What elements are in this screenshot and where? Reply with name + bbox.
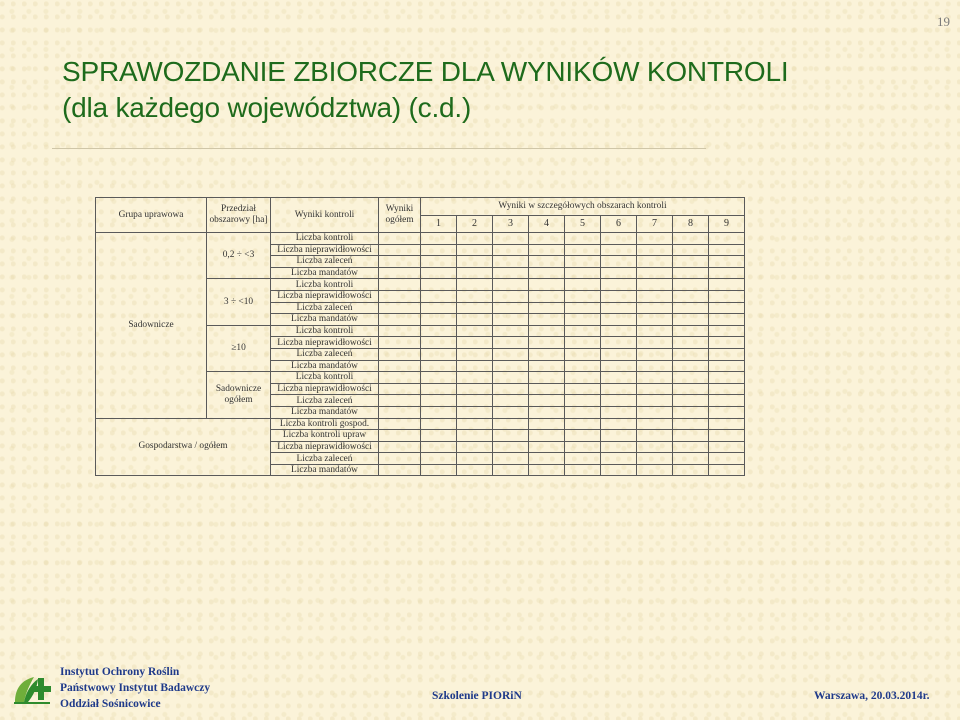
value-cell [709,244,745,256]
value-cell [421,453,457,465]
header-wyniki-ogolem: Wyniki ogółem [379,198,421,233]
row-label-cell: Liczba zaleceń [271,453,379,465]
row-label-cell: Liczba nieprawidłowości [271,290,379,302]
value-cell [529,314,565,326]
value-cell [637,314,673,326]
header-area-number: 1 [421,215,457,233]
value-cell [529,267,565,279]
value-cell [457,267,493,279]
value-cell [673,233,709,245]
value-cell [673,290,709,302]
value-cell [379,267,421,279]
value-cell [529,360,565,372]
value-cell [457,302,493,314]
value-cell [565,244,601,256]
ior-cross-leaf-icon [12,672,52,706]
value-cell [637,441,673,453]
value-cell [379,453,421,465]
value-cell [379,406,421,418]
value-cell [379,233,421,245]
value-cell [529,430,565,442]
value-cell [421,279,457,291]
value-cell [673,325,709,337]
value-cell [421,256,457,268]
row-label-cell: Liczba nieprawidłowości [271,244,379,256]
value-cell [637,464,673,476]
value-cell [379,430,421,442]
value-cell [529,256,565,268]
value-cell [529,348,565,360]
header-area-number: 5 [565,215,601,233]
value-cell [565,302,601,314]
footer-org-line-1: Instytut Ochrony Roślin [60,666,180,678]
value-cell [493,267,529,279]
value-cell [637,348,673,360]
value-cell [529,395,565,407]
header-area-number: 4 [529,215,565,233]
row-label-cell: Liczba kontroli [271,279,379,291]
value-cell [379,279,421,291]
value-cell [457,314,493,326]
value-cell [601,348,637,360]
value-cell [493,395,529,407]
value-cell [709,430,745,442]
value-cell [421,337,457,349]
header-area-number: 7 [637,215,673,233]
value-cell [529,233,565,245]
value-cell [565,256,601,268]
value-cell [565,279,601,291]
value-cell [673,279,709,291]
value-cell [637,244,673,256]
value-cell [379,290,421,302]
row-label-cell: Liczba mandatów [271,267,379,279]
value-cell [673,348,709,360]
row-label-cell: Liczba kontroli [271,372,379,384]
value-cell [709,302,745,314]
value-cell [637,337,673,349]
footer-org-text [60,664,210,712]
value-cell [379,314,421,326]
value-cell [529,337,565,349]
value-cell [637,383,673,395]
value-cell [379,348,421,360]
value-cell [421,464,457,476]
value-cell [421,244,457,256]
value-cell [421,395,457,407]
value-cell [421,233,457,245]
value-cell [493,430,529,442]
value-cell [493,290,529,302]
value-cell [673,430,709,442]
value-cell [379,464,421,476]
value-cell [709,383,745,395]
value-cell [637,233,673,245]
header-area-number: 3 [493,215,529,233]
value-cell [673,418,709,430]
value-cell [493,418,529,430]
value-cell [493,383,529,395]
value-cell [565,360,601,372]
value-cell [673,453,709,465]
value-cell [601,430,637,442]
value-cell [601,453,637,465]
value-cell [379,441,421,453]
report-body [96,233,745,476]
value-cell [493,256,529,268]
footer-organization [12,664,252,714]
value-cell [637,360,673,372]
title-divider [52,148,706,149]
value-cell [457,325,493,337]
value-cell [457,244,493,256]
value-cell [565,372,601,384]
value-cell [565,348,601,360]
value-cell [493,325,529,337]
value-cell [673,406,709,418]
value-cell [379,302,421,314]
value-cell [601,395,637,407]
header-area-number: 9 [709,215,745,233]
footer-training: Szkolenie PIORiN [432,690,522,702]
value-cell [529,441,565,453]
value-cell [601,383,637,395]
page-title [62,54,922,126]
value-cell [637,430,673,442]
value-cell [565,453,601,465]
value-cell [601,337,637,349]
value-cell [709,395,745,407]
value-cell [637,267,673,279]
page-number: 19 [937,14,950,29]
value-cell [493,406,529,418]
value-cell [421,325,457,337]
value-cell [529,279,565,291]
value-cell [673,441,709,453]
value-cell [565,430,601,442]
value-cell [421,360,457,372]
value-cell [709,406,745,418]
value-cell [709,360,745,372]
value-cell [457,372,493,384]
value-cell [637,418,673,430]
row-label-cell: Liczba zaleceń [271,395,379,407]
value-cell [379,383,421,395]
value-cell [565,290,601,302]
row-label-cell: Liczba mandatów [271,360,379,372]
row-label-cell: Liczba mandatów [271,314,379,326]
value-cell [493,360,529,372]
value-cell [637,372,673,384]
value-cell [673,383,709,395]
value-cell [709,464,745,476]
value-cell [493,244,529,256]
value-cell [493,453,529,465]
value-cell [637,395,673,407]
value-cell [421,406,457,418]
value-cell [457,464,493,476]
value-cell [565,233,601,245]
value-cell [493,233,529,245]
value-cell [673,244,709,256]
report-table [95,197,745,476]
value-cell [379,372,421,384]
row-label-cell: Liczba nieprawidłowości [271,441,379,453]
value-cell [601,325,637,337]
value-cell [379,337,421,349]
row-label-cell: Liczba zaleceń [271,256,379,268]
value-cell [421,267,457,279]
value-cell [457,348,493,360]
value-cell [379,360,421,372]
value-cell [637,279,673,291]
row-label-cell: Liczba kontroli upraw [271,430,379,442]
value-cell [565,441,601,453]
value-cell [457,453,493,465]
value-cell [493,302,529,314]
value-cell [601,441,637,453]
row-label-cell: Liczba zaleceń [271,348,379,360]
value-cell [565,337,601,349]
row-label-cell: Liczba nieprawidłowości [271,337,379,349]
value-cell [673,360,709,372]
value-cell [493,441,529,453]
value-cell [673,302,709,314]
value-cell [529,453,565,465]
value-cell [457,233,493,245]
value-cell [457,406,493,418]
value-cell [421,302,457,314]
value-cell [421,372,457,384]
value-cell [529,383,565,395]
header-area-number: 8 [673,215,709,233]
value-cell [637,290,673,302]
value-cell [709,256,745,268]
value-cell [565,383,601,395]
value-cell [601,290,637,302]
value-cell [493,314,529,326]
value-cell [457,430,493,442]
value-cell [529,464,565,476]
value-cell [379,395,421,407]
value-cell [709,290,745,302]
value-cell [709,325,745,337]
value-cell [421,314,457,326]
value-cell [565,267,601,279]
value-cell [601,233,637,245]
value-cell [673,395,709,407]
value-cell [601,406,637,418]
title-line-2: (dla każdego województwa) (c.d.) [62,92,472,123]
value-cell [709,314,745,326]
value-cell [601,360,637,372]
value-cell [421,348,457,360]
value-cell [379,244,421,256]
value-cell [673,256,709,268]
value-cell [709,279,745,291]
value-cell [601,244,637,256]
header-area-number: 6 [601,215,637,233]
value-cell [601,279,637,291]
value-cell [529,372,565,384]
value-cell [601,256,637,268]
row-label-cell: Liczba zaleceń [271,302,379,314]
row-label-cell: Liczba kontroli [271,325,379,337]
value-cell [709,233,745,245]
header-wyniki-kontroli: Wyniki kontroli [271,198,379,233]
value-cell [421,441,457,453]
table-row [96,233,745,245]
header-grupa-uprawowa: Grupa uprawowa [96,198,207,233]
header-przedzial-obszarowy: Przedział obszarowy [ha] [207,198,271,233]
value-cell [457,360,493,372]
value-cell [457,256,493,268]
value-cell [709,337,745,349]
value-cell [637,256,673,268]
value-cell [529,244,565,256]
value-cell [637,325,673,337]
value-cell [601,314,637,326]
value-cell [565,325,601,337]
title-line-1: SPRAWOZDANIE ZBIORCZE DLA WYNIKÓW KONTROLI [62,56,789,87]
value-cell [457,290,493,302]
value-cell [637,302,673,314]
value-cell [601,418,637,430]
value-cell [565,418,601,430]
value-cell [493,279,529,291]
value-cell [457,441,493,453]
value-cell [493,464,529,476]
value-cell [709,418,745,430]
range-label-cell: 0,2 ÷ <3 [207,233,271,279]
value-cell [529,406,565,418]
value-cell [637,453,673,465]
row-label-cell: Liczba mandatów [271,406,379,418]
footer-org-line-3: Oddział Sośnicowice [60,698,161,710]
value-cell [565,314,601,326]
row-label-cell: Liczba kontroli gospod. [271,418,379,430]
range-label-cell: Sadownicze ogółem [207,372,271,418]
value-cell [637,406,673,418]
value-cell [673,267,709,279]
value-cell [529,290,565,302]
value-cell [709,453,745,465]
value-cell [421,418,457,430]
header-area-number: 2 [457,215,493,233]
value-cell [457,395,493,407]
value-cell [379,325,421,337]
value-cell [493,348,529,360]
value-cell [457,279,493,291]
value-cell [457,418,493,430]
footer-date: Warszawa, 20.03.2014r. [814,690,930,702]
value-cell [493,337,529,349]
value-cell [457,383,493,395]
footer-org-line-2: Państwowy Instytut Badawczy [60,682,211,694]
value-cell [709,267,745,279]
value-cell [565,464,601,476]
table-row [96,418,745,430]
value-cell [421,383,457,395]
header-szczegolowe-obszary: Wyniki w szczegółowych obszarach kontroli [421,198,745,216]
value-cell [673,464,709,476]
value-cell [709,441,745,453]
value-cell [601,267,637,279]
group-name-cell: Sadownicze [96,233,207,419]
value-cell [529,302,565,314]
value-cell [673,372,709,384]
value-cell [421,430,457,442]
value-cell [457,337,493,349]
value-cell [709,348,745,360]
row-label-cell: Liczba mandatów [271,464,379,476]
row-label-cell: Liczba nieprawidłowości [271,383,379,395]
value-cell [379,418,421,430]
value-cell [565,406,601,418]
value-cell [529,325,565,337]
value-cell [565,395,601,407]
range-label-cell: ≥10 [207,325,271,371]
value-cell [421,290,457,302]
value-cell [601,302,637,314]
value-cell [673,337,709,349]
range-label-cell: 3 ÷ <10 [207,279,271,325]
row-label-cell: Liczba kontroli [271,233,379,245]
value-cell [493,372,529,384]
value-cell [379,256,421,268]
value-cell [673,314,709,326]
totals-name-cell: Gospodarstwa / ogółem [96,418,271,476]
value-cell [601,372,637,384]
value-cell [529,418,565,430]
value-cell [601,464,637,476]
value-cell [709,372,745,384]
